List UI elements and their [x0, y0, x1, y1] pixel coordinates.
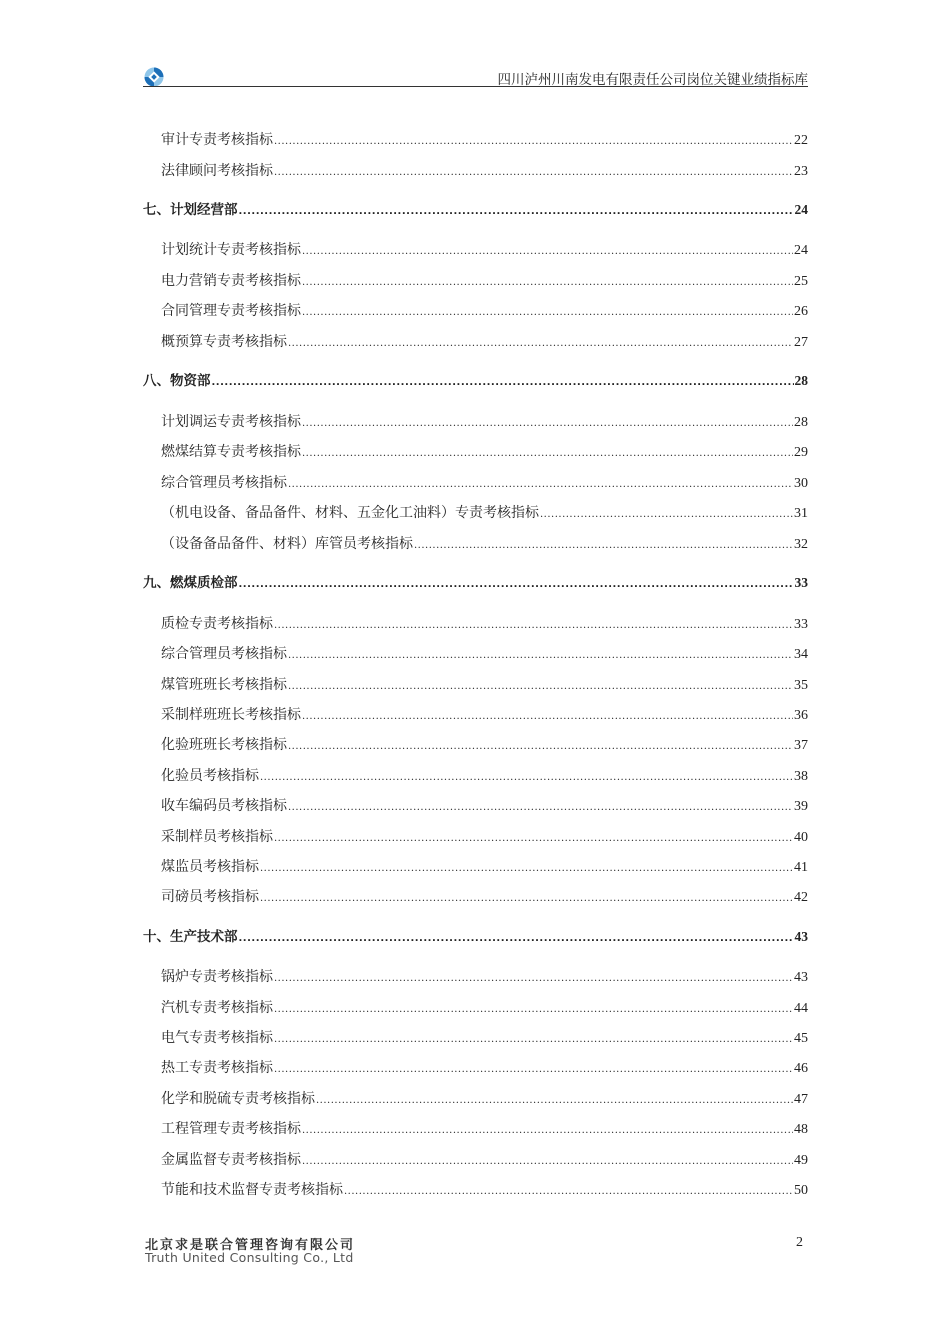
toc-entry-label: 工程管理专责考核指标 — [161, 1121, 301, 1137]
toc-entry-page: 22 — [794, 133, 808, 148]
toc-section-entry[interactable] — [143, 927, 808, 947]
toc-section-entry[interactable] — [143, 200, 808, 220]
toc-dot-leader — [316, 1091, 793, 1111]
toc-entry-page: 33 — [794, 575, 808, 590]
toc-dot-leader — [288, 646, 793, 666]
toc-dot-leader — [344, 1182, 793, 1202]
toc-entry[interactable] — [143, 1058, 808, 1078]
toc-entry[interactable] — [143, 240, 808, 260]
toc-entry[interactable] — [143, 967, 808, 987]
toc-dot-leader — [288, 677, 793, 697]
toc-dot-leader — [302, 242, 793, 262]
toc-entry[interactable] — [143, 1028, 808, 1048]
toc-entry[interactable] — [143, 412, 808, 432]
toc-entry[interactable] — [143, 301, 808, 321]
header-rule — [143, 86, 808, 87]
toc-entry-page: 40 — [794, 830, 808, 845]
toc-dot-leader — [302, 1121, 793, 1141]
toc-entry-page: 33 — [794, 617, 808, 632]
toc-entry[interactable] — [143, 766, 808, 786]
toc-dot-leader — [302, 414, 793, 434]
page-header — [143, 62, 808, 88]
toc-entry-page: 35 — [794, 678, 808, 693]
toc-entry-page: 43 — [794, 929, 808, 944]
toc-entry[interactable] — [143, 735, 808, 755]
toc-entry-page: 36 — [794, 708, 808, 723]
toc-entry-page: 37 — [794, 738, 808, 753]
toc-entry-page: 28 — [794, 415, 808, 430]
toc-entry-label: 锅炉专责考核指标 — [161, 969, 273, 985]
toc-entry-page: 24 — [794, 202, 808, 217]
footer-company-name: 北京求是联合管理咨询有限公司 — [145, 1238, 356, 1253]
toc-dot-leader — [302, 707, 793, 727]
toc-entry-label: 八、物资部 — [143, 373, 211, 389]
toc-dot-leader — [302, 444, 793, 464]
toc-entry-label: 质检专责考核指标 — [161, 616, 273, 632]
toc-entry-page: 45 — [794, 1031, 808, 1046]
toc-entry[interactable] — [143, 1150, 808, 1170]
toc-entry-page: 34 — [794, 647, 808, 662]
toc-entry-page: 43 — [794, 970, 808, 985]
toc-dot-leader — [260, 859, 793, 879]
toc-entry-label: （机电设备、备品备件、材料、五金化工油料）专责考核指标 — [161, 505, 539, 521]
toc-dot-leader — [274, 616, 793, 636]
toc-entry-page: 49 — [794, 1153, 808, 1168]
toc-dot-leader — [288, 798, 793, 818]
toc-entry-label: 燃煤结算专责考核指标 — [161, 444, 301, 460]
toc-entry-label: 十、生产技术部 — [143, 929, 238, 945]
toc-entry-label: 概预算专责考核指标 — [161, 334, 287, 350]
toc-entry-label: 合同管理专责考核指标 — [161, 303, 301, 319]
toc-dot-leader — [260, 889, 793, 909]
toc-dot-leader — [239, 929, 794, 949]
toc-entry-label: 电力营销专责考核指标 — [161, 273, 301, 289]
toc-entry[interactable] — [143, 614, 808, 634]
toc-entry-label: 电气专责考核指标 — [161, 1030, 273, 1046]
toc-dot-leader — [288, 334, 793, 354]
toc-dot-leader — [414, 536, 793, 556]
toc-entry-page: 25 — [794, 274, 808, 289]
toc-dot-leader — [540, 505, 793, 525]
toc-entry-label: 综合管理员考核指标 — [161, 475, 287, 491]
toc-dot-leader — [274, 969, 793, 989]
toc-entry-page: 41 — [794, 860, 808, 875]
toc-dot-leader — [274, 163, 793, 183]
toc-dot-leader — [239, 575, 794, 595]
toc-entry-label: 法律顾问考核指标 — [161, 163, 273, 179]
toc-entry-label: 计划统计专责考核指标 — [161, 242, 301, 258]
toc-entry-label: 热工专责考核指标 — [161, 1060, 273, 1076]
toc-entry-label: 七、计划经营部 — [143, 202, 238, 218]
toc-entry-page: 29 — [794, 445, 808, 460]
footer-company-english: Truth United Consulting Co., Ltd — [145, 1250, 354, 1265]
toc-entry-page: 44 — [794, 1001, 808, 1016]
toc-entry[interactable] — [143, 534, 808, 554]
toc-entry-page: 32 — [794, 537, 808, 552]
toc-entry[interactable] — [143, 675, 808, 695]
toc-entry-label: 九、燃煤质检部 — [143, 575, 238, 591]
toc-dot-leader — [274, 1060, 793, 1080]
toc-section-entry[interactable] — [143, 371, 808, 391]
toc-entry-label: 汽机专责考核指标 — [161, 1000, 273, 1016]
toc-entry-page: 47 — [794, 1092, 808, 1107]
toc-dot-leader — [274, 132, 793, 152]
toc-entry-page: 42 — [794, 890, 808, 905]
toc-entry-page: 26 — [794, 304, 808, 319]
company-logo-icon — [143, 66, 165, 88]
toc-dot-leader — [239, 202, 794, 222]
toc-entry-page: 23 — [794, 164, 808, 179]
document-title: 四川泸州川南发电有限责任公司岗位关键业绩指标库 — [497, 72, 808, 88]
toc-entry-page: 50 — [794, 1183, 808, 1198]
toc-entry-label: 采制样班班长考核指标 — [161, 707, 301, 723]
toc-section-entry[interactable] — [143, 573, 808, 593]
toc-dot-leader — [288, 737, 793, 757]
toc-entry-page: 46 — [794, 1061, 808, 1076]
toc-entry-page: 24 — [794, 243, 808, 258]
toc-entry-page: 27 — [794, 335, 808, 350]
toc-entry[interactable] — [143, 332, 808, 352]
toc-entry-page: 28 — [794, 373, 808, 388]
toc-entry-label: 煤监员考核指标 — [161, 859, 259, 875]
toc-entry[interactable] — [143, 644, 808, 664]
toc-entry[interactable] — [143, 473, 808, 493]
toc-entry-page: 48 — [794, 1122, 808, 1137]
toc-entry-page: 30 — [794, 476, 808, 491]
toc-entry[interactable] — [143, 705, 808, 725]
toc-entry-label: （设备备品备件、材料）库管员考核指标 — [161, 536, 413, 552]
toc-entry-label: 金属监督专责考核指标 — [161, 1152, 301, 1168]
toc-entry-label: 收车编码员考核指标 — [161, 798, 287, 814]
toc-entry[interactable] — [143, 998, 808, 1018]
toc-entry-page: 31 — [794, 506, 808, 521]
toc-entry[interactable] — [143, 827, 808, 847]
toc-entry[interactable] — [143, 1119, 808, 1139]
toc-entry-label: 节能和技术监督专责考核指标 — [161, 1182, 343, 1198]
toc-dot-leader — [274, 1000, 793, 1020]
toc-entry[interactable] — [143, 796, 808, 816]
toc-entry[interactable] — [143, 1180, 808, 1200]
toc-dot-leader — [274, 829, 793, 849]
toc-entry[interactable] — [143, 1089, 808, 1109]
page-number: 2 — [796, 1235, 803, 1250]
toc-dot-leader — [288, 475, 793, 495]
toc-entry-label: 煤管班班长考核指标 — [161, 677, 287, 693]
toc-entry[interactable] — [143, 161, 808, 181]
toc-dot-leader — [260, 768, 793, 788]
toc-entry-label: 审计专责考核指标 — [161, 132, 273, 148]
toc-dot-leader — [274, 1030, 793, 1050]
toc-entry-label: 化学和脱硫专责考核指标 — [161, 1091, 315, 1107]
toc-entry-page: 39 — [794, 799, 808, 814]
toc-entry-label: 计划调运专责考核指标 — [161, 414, 301, 430]
toc-dot-leader — [302, 1152, 793, 1172]
toc-entry[interactable] — [143, 442, 808, 462]
toc-entry-label: 采制样员考核指标 — [161, 829, 273, 845]
toc-entry-page: 38 — [794, 769, 808, 784]
toc-dot-leader — [302, 303, 793, 323]
toc-entry[interactable] — [143, 887, 808, 907]
toc-entry-label: 化验员考核指标 — [161, 768, 259, 784]
toc-entry-label: 化验班班长考核指标 — [161, 737, 287, 753]
toc-entry[interactable] — [143, 271, 808, 291]
toc-entry[interactable] — [143, 130, 808, 150]
toc-dot-leader — [302, 273, 793, 293]
toc-entry[interactable] — [143, 857, 808, 877]
toc-entry[interactable] — [143, 503, 808, 523]
toc-entry-label: 司磅员考核指标 — [161, 889, 259, 905]
toc-entry-label: 综合管理员考核指标 — [161, 646, 287, 662]
toc-dot-leader — [212, 373, 794, 393]
